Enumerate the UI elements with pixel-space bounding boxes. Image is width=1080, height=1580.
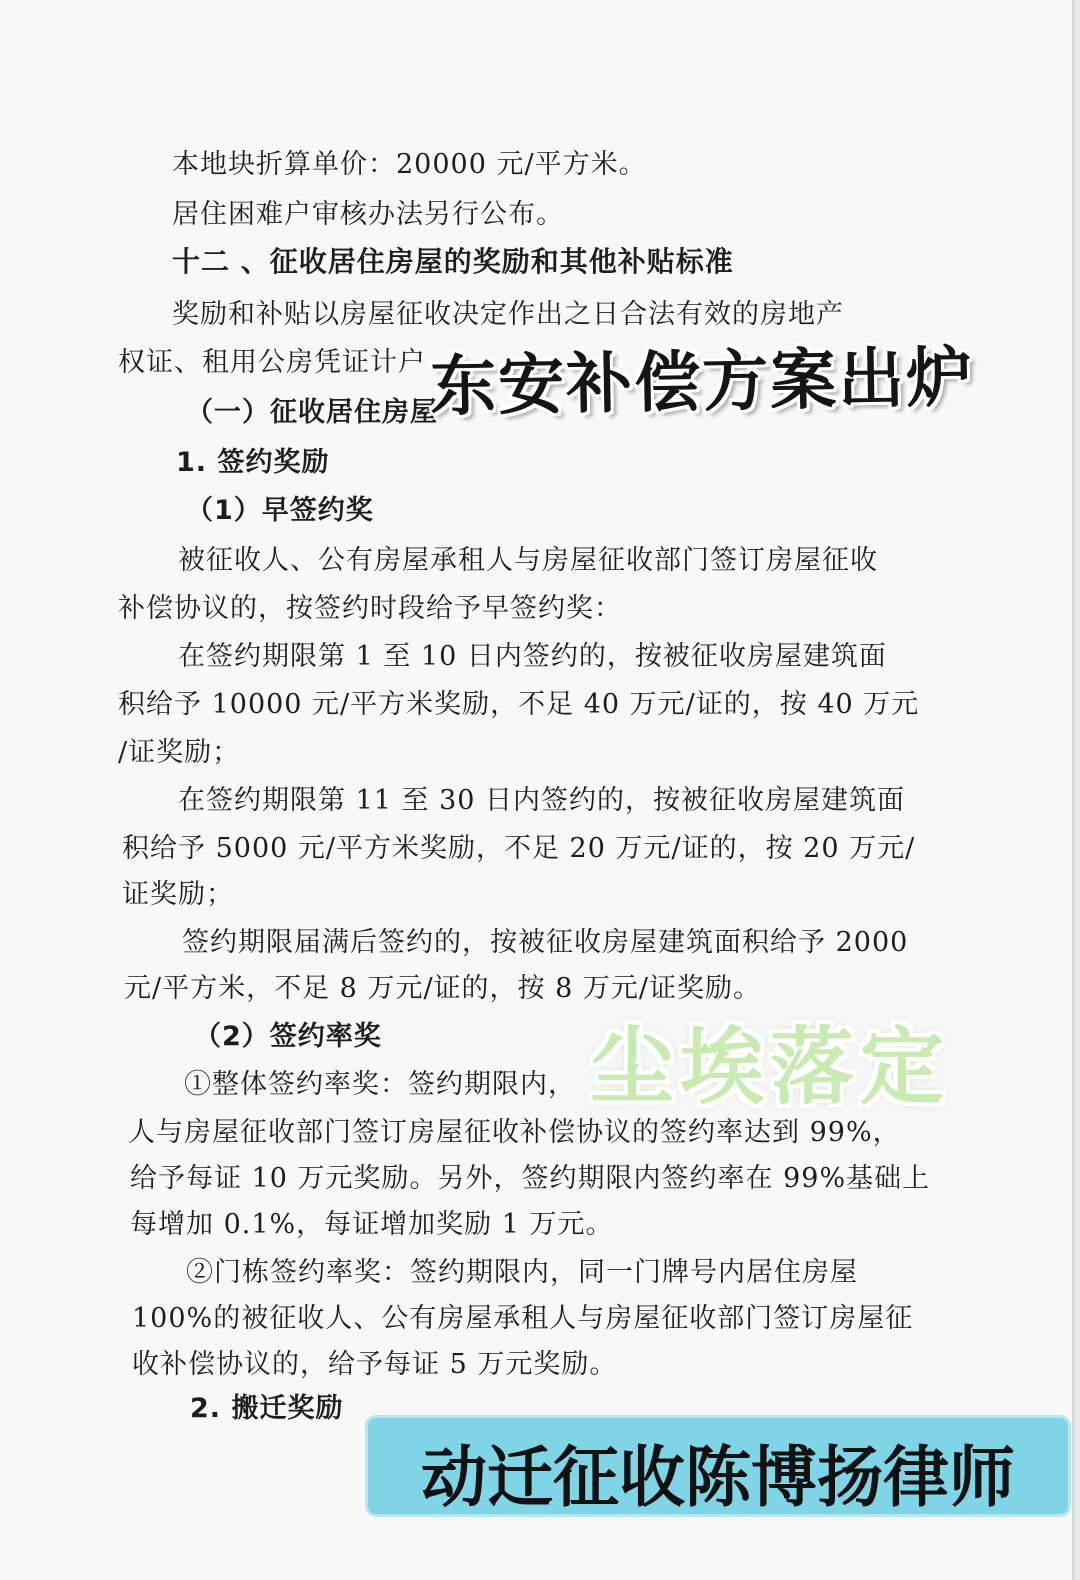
heading-signing-rate: （2）签约率奖 [194, 1021, 382, 1052]
text-line-basis: 奖励和补贴以房屋征收决定作出之日合法有效的房地产 [172, 299, 844, 330]
heading-relocation-reward: 2. 搬迁奖励 [190, 1393, 344, 1424]
text-line-early-2: 补偿协议的，按签约时段给予早签约奖： [118, 593, 622, 624]
text-line-overall-rate-b: 人与房屋征收部门签订房屋征收补偿协议的签约率达到 99%， [128, 1117, 901, 1148]
text-line-building-rate-c: 收补偿协议的，给予每证 5 万元奖励。 [132, 1349, 618, 1380]
overlay-stamp-sticker: 尘埃落定 [590, 1018, 951, 1116]
subsection-heading-1: （一）征收居住房屋 [186, 397, 438, 428]
text-line-day11-30: 在签约期限第 11 至 30 日内签约的，按被征收房屋建筑面 [178, 785, 906, 816]
text-line-overall-rate-d: 每增加 0.1%，每证增加奖励 1 万元。 [130, 1209, 614, 1240]
text-line-early-1: 被征收人、公有房屋承租人与房屋征收部门签订房屋征收 [178, 545, 878, 576]
text-line-overall-rate-c: 给予每证 10 万元奖励。另外，签约期限内签约率在 99%基础上 [130, 1163, 931, 1194]
text-line-unit-price: 本地块折算单价：20000 元/平方米。 [172, 149, 647, 180]
text-line-day1-10-c: /证奖励； [118, 737, 241, 768]
lawyer-banner-text: 动迁征收陈博扬律师 [421, 1439, 1015, 1516]
text-line-building-rate: ②门栋签约率奖：签约期限内，同一门牌号内居住房屋 [186, 1257, 858, 1288]
section-heading-12: 十二 、征收居住房屋的奖励和其他补贴标准 [172, 245, 734, 278]
lawyer-banner [368, 1418, 1068, 1514]
text-line-basis-cont: 权证、租用公房凭证计户 [118, 347, 426, 378]
heading-signing-reward: 1. 签约奖励 [176, 447, 330, 478]
text-line-hardship: 居住困难户审核办法另行公布。 [172, 199, 564, 230]
text-line-overall-rate: ①整体签约率奖：签约期限内， [184, 1069, 576, 1100]
text-line-after-expiry: 签约期限届满后签约的，按被征收房屋建筑面积给予 2000 [182, 927, 909, 958]
text-line-day11-30-c: 证奖励； [122, 879, 234, 910]
text-line-day11-30-b: 积给予 5000 元/平方米奖励，不足 20 万元/证的，按 20 万元/ [122, 833, 916, 864]
text-line-building-rate-b: 100%的被征收人、公有房屋承租人与房屋征收部门签订房屋征 [132, 1303, 914, 1334]
text-line-day1-10: 在签约期限第 1 至 10 日内签约的，按被征收房屋建筑面 [178, 641, 887, 672]
text-line-day1-10-b: 积给予 10000 元/平方米奖励，不足 40 万元/证的，按 40 万元 [118, 689, 920, 720]
text-line-after-expiry-b: 元/平方米，不足 8 万元/证的，按 8 万元/证奖励。 [124, 973, 761, 1004]
heading-early-signing: （1）早签约奖 [186, 495, 374, 526]
overlay-title-sticker: 东安补偿方案出炉 [429, 338, 975, 426]
